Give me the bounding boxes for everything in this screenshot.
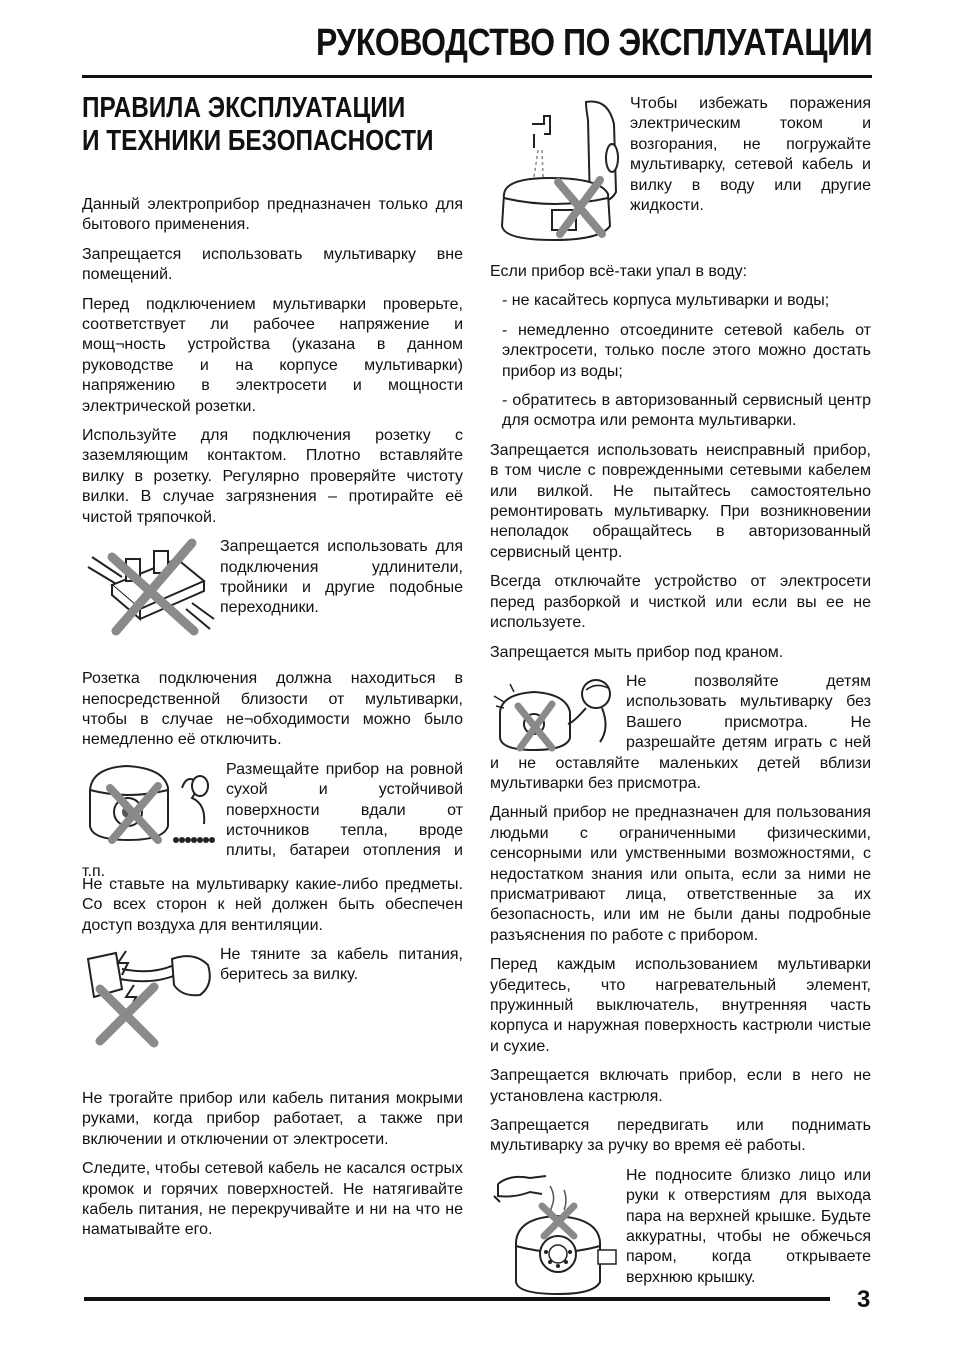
paragraph: Не трогайте прибор или кабель питания мокрыми руками, когда прибор работает, а также при включении и отключении от электросети. [82, 1089, 463, 1148]
header-title: РУКОВОДСТВО ПО ЭКСПЛУАТАЦИИ [315, 22, 872, 64]
figure-row [82, 537, 463, 649]
figure-row [490, 672, 871, 794]
paragraph: Перед каждым использованием мультиварки убедитесь, что нагревательный элемент, пружинный выключатель, внутренняя часть корпуса и наружная поверхность кастрюли чистые и сухие. [490, 956, 871, 1055]
section-title [82, 92, 434, 158]
header-rule [82, 75, 872, 78]
paragraph: Не тяните за кабель питания, беритесь за вилку. [220, 945, 463, 984]
paragraph: Не позволяйте детям использовать мультиварку без Вашего присмотра. Не разрешайте детям играть с ней и не оставляйте маленьких детей вблизи мультиварки без присмотра. [490, 672, 871, 792]
paragraph: Не подносите близко лицо или руки к отверстиям для выхода пара на верхней крышке. Будьте аккуратны, чтобы не обжечься паром, когда открываете верхнюю крышку. [626, 1166, 871, 1286]
bullet-item: - обратитесь в авторизованный сервисный центр для осмотра или ремонта мультиварки. [502, 392, 871, 430]
cooker-under-tap-icon [490, 94, 624, 246]
paragraph: Используйте для подключения розетку с заземляющим контактом. Плотно вставляйте вилку в розетку. Регулярно проверяйте чистоту вилки. В случае загрязнения – протирайте её чистой тряпочкой. [82, 427, 463, 526]
paragraph: Не ставьте на мультиварку какие-либо предметы. Со всех сторон к ней должен быть обеспечен доступ воздуха для вентиляции. [82, 875, 463, 934]
section-title-line1: ПРАВИЛА ЭКСПЛУАТАЦИИ [82, 92, 406, 124]
power-strip-icon [82, 537, 214, 637]
paragraph: Запрещается передвигать или поднимать мультиварку за ручку во время её работы. [490, 1117, 871, 1155]
paragraph: Запрещается мыть прибор под краном. [490, 643, 784, 661]
paragraph: Перед подключением мультиварки проверьте, соответствует ли рабочее напряжение и мощ¬ность устройства (указана в данном руководстве и на корпусе мультиварки) напряжению в электросети и мощности электрической розетки. [82, 295, 463, 415]
figure-row [490, 94, 871, 252]
paragraph: Запрещается использовать для подключения удлинители, тройники и другие подобные переходники. [220, 538, 463, 617]
section-title-line2: И ТЕХНИКИ БЕЗОПАСНОСТИ [82, 125, 434, 157]
right-column [490, 94, 871, 1297]
bullet-item: - немедленно отсоедините сетевой кабель от электросети, только после этого можно достать прибор из воды; [502, 321, 871, 380]
bullet-item: - не касайтесь корпуса мультиварки и воды; [502, 292, 830, 310]
paragraph: Размещайте прибор на ровной сухой и устойчивой поверхности вдали от источников тепла, вроде плиты, батареи отопления и т.п. [82, 760, 463, 880]
figure-row [82, 945, 463, 1073]
steam-hand-icon [490, 1166, 620, 1296]
page-number: 3 [857, 1286, 871, 1313]
footer-rule [84, 1297, 830, 1301]
paragraph: Запрещается включать прибор, если в него не установлена кастрюля. [490, 1067, 871, 1105]
figure-row [82, 760, 463, 880]
paragraph: Данный прибор не предназначен для пользования людьми с ограниченными физическими, сенсорными или умственными возможностями, с недостатком знания или опыта, если за ними не присматривают лица, ответственные за их безопасность, или им не были даны подробные разъяснения по работе с прибором. [490, 804, 871, 944]
paragraph: Запрещается использовать мультиварку вне помещений. [82, 245, 463, 284]
child-with-cooker-icon [490, 672, 620, 752]
paragraph: Чтобы избежать поражения электрическим током и возгорания, не погружайте мультиварку, сетевой кабель и вилку в воду или другие жидкости. [630, 95, 871, 215]
paragraph: Данный электроприбор предназначен только для бытового применения. [82, 196, 463, 234]
paragraph: Запрещается использовать неисправный прибор, в том числе с поврежденными сетевыми кабелем или вилкой. Не пытайтесь самостоятельно ремонтировать мультиварку. При возникновении неполадок обращайтесь в авторизованный сервисный центр. [490, 441, 871, 561]
left-column [82, 195, 463, 1250]
paragraph: Всегда отключайте устройство от электросети перед разборкой и чисткой или если вы ее не используете. [490, 573, 871, 632]
cooker-near-heater-icon [82, 760, 220, 846]
paragraph: Следите, чтобы сетевой кабель не касался острых кромок и горячих поверхностей. Не натягивайте кабель питания, не перекручивайте и ни на что не наматывайте его. [82, 1160, 463, 1239]
paragraph: Розетка подключения должна находиться в непосредственной близости от мультиварки, чтобы в случае не¬обходимости можно было немедленно её отключить. [82, 670, 463, 749]
pulling-cable-icon [82, 945, 214, 1047]
figure-row [490, 1166, 871, 1288]
paragraph: Если прибор всё-таки упал в воду: [490, 263, 748, 280]
